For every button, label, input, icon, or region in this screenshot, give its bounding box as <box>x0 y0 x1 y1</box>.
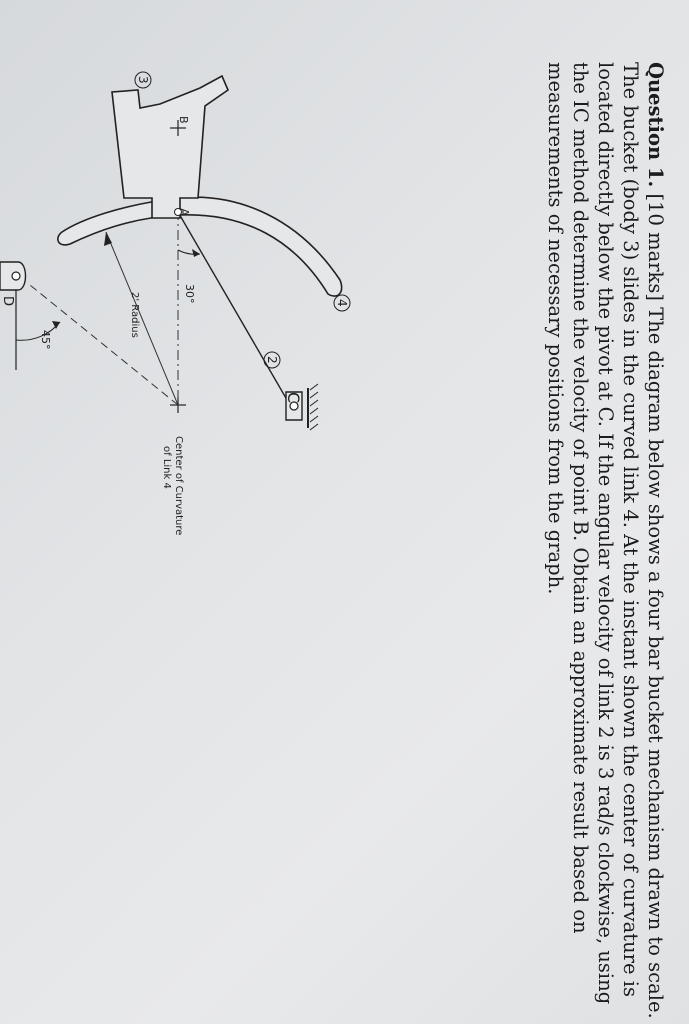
label-center-line-1: Center of Curvature <box>173 436 184 536</box>
curved-link-4 <box>58 197 342 296</box>
ground-pivot-c <box>286 384 318 430</box>
question-line-4: the IC method determine the velocity of point B. Obtain an approximate result based on <box>569 62 592 934</box>
question-line-5: measurements of necessary positions from the graph. <box>544 62 567 595</box>
label-b: B <box>177 116 190 124</box>
bucket-body-3 <box>112 76 228 218</box>
label-body-4: 4 <box>335 299 349 307</box>
label-d: D <box>0 296 15 307</box>
label-body-3: 3 <box>136 76 150 84</box>
body-4-marker <box>334 295 350 311</box>
label-radius: 2' Radius <box>129 292 140 338</box>
angle-45-arrowhead <box>52 321 60 329</box>
link-2 <box>178 212 290 405</box>
label-body-2: 2 <box>265 356 279 364</box>
ground-pivot-d <box>0 262 26 370</box>
label-center-line-2: of Link 4 <box>161 446 172 489</box>
label-angle-30: 30° <box>183 284 196 304</box>
question-number: Question 1. <box>644 62 667 188</box>
angle-30-arrowhead <box>192 249 200 257</box>
label-angle-45: 45° <box>39 330 52 350</box>
question-line-1-text: [10 marks] The diagram below shows a four bar bucket mechanism drawn to scale. <box>644 193 667 1019</box>
question-line-3: located directly below the pivot at C. If the angular velocity of link 2 is 3 rad/s clockwise, using <box>594 62 617 1005</box>
body-3-marker <box>135 72 151 88</box>
angle-45-arc <box>16 322 60 340</box>
label-a: A <box>177 208 191 217</box>
radius-dimension-line <box>106 232 178 405</box>
question-line-2: The bucket (body 3) slides in the curved link 4. At the instant shown the center of curvature is <box>619 62 642 997</box>
label-c: C <box>284 392 303 404</box>
body-2-marker <box>264 352 280 368</box>
